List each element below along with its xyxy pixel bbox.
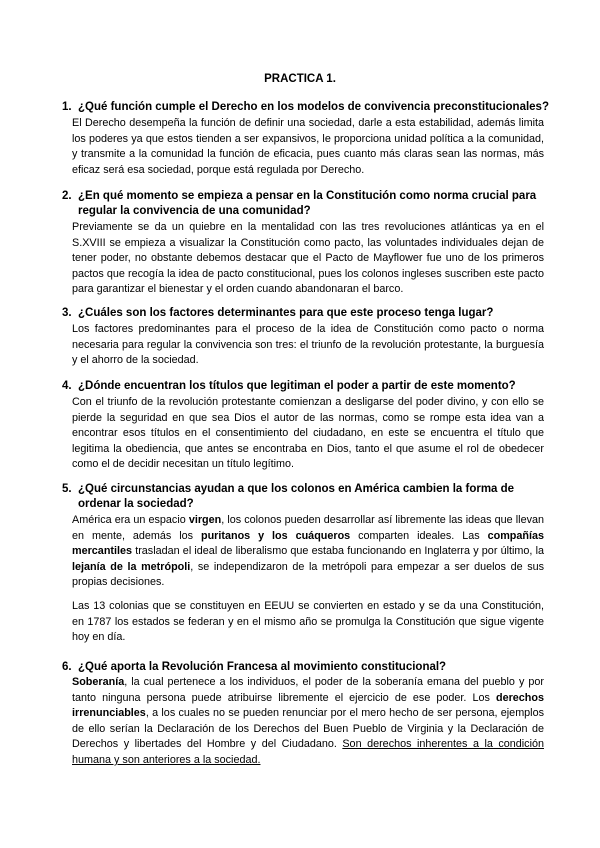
question-1-heading [62, 100, 549, 116]
answer-3 [72, 322, 544, 369]
text-run: , a los cuales no se pueden renunciar por el mero hecho de ser persona, ejemplos de ello serían la Declaración de los Derechos del Buen Pueblo de Virginia y la Declaración de Derechos y libertades del Hombre y del Ciudadano. [72, 707, 544, 751]
question-number: 1. [62, 101, 72, 113]
answer-text: El Derecho desempeña la función de definir una sociedad, darle a esta estabilidad, además limita los poderes ya que estos tienden a ser expansivos, le proporciona unidad política a la comunidad, y transmite a la comunidad la función de eficacia, pues cuanto más claras sean las normas, más eficaz será esa sociedad, porque está regulada por Derecho. [72, 117, 544, 176]
question-number: 6. [62, 661, 72, 673]
question-text: ¿Qué función cumple el Derecho en los modelos de convivencia preconstitucionales? [78, 101, 549, 113]
bold-term: virgen [188, 514, 222, 526]
question-number: 4. [62, 380, 72, 392]
answer-2 [72, 220, 544, 298]
text-run: América era un espacio [72, 514, 189, 526]
answer-text: Los factores predominantes para el proceso de la idea de Constitución como pacto o norma necesaria para regular la convivencia son tres: el triunfo de la revolución protestante, la burguesía y el ahorro de la sociedad. [72, 323, 544, 367]
question-number: 5. [62, 483, 72, 495]
page-title: PRACTICA 1. [264, 73, 336, 85]
question-text: ¿En qué momento se empieza a pensar en la Constitución como norma crucial para [78, 190, 537, 202]
bold-term: Soberanía [72, 676, 125, 688]
answer-text: Las 13 colonias que se constituyen en EEUU se convierten en estado y se da una Constitución, en 1787 los estados se federan y en el mismo año se promulga la Constitución que sigue vigente hoy en día. [72, 600, 544, 644]
text-run: , se independizaron de la metrópoli para empezar a ser duelos de sus propias decisiones. [72, 560, 544, 589]
bold-term: compañías mercantiles [72, 529, 544, 558]
answer-5-paragraph-2 [72, 599, 544, 646]
question-2-heading [62, 189, 536, 205]
bold-term: derechos irrenunciables [72, 691, 544, 720]
question-4-heading [62, 379, 516, 395]
bold-term: lejanía de la metrópoli [72, 560, 191, 573]
question-5-heading-line2: ordenar la sociedad? [78, 498, 194, 510]
question-6-heading [62, 660, 446, 676]
text-run: trasladan el ideal de liberalismo que estaba funcionando en Inglaterra y por último, la [132, 545, 544, 558]
question-number: 3. [62, 307, 72, 319]
text-run: , los colonos pueden desarrollar así libremente las ideas que llevan en mente, además los [72, 514, 544, 542]
question-text: ¿Cuáles son los factores determinantes para que este proceso tenga lugar? [78, 307, 494, 319]
text-run: comparten ideales. Las [350, 529, 488, 542]
question-2-heading-line2: regular la convivencia de una comunidad? [78, 205, 311, 217]
question-5-heading [62, 482, 514, 498]
question-text: ¿Qué circunstancias ayudan a que los colonos en América cambien la forma de [78, 483, 515, 495]
question-text: ¿Dónde encuentran los títulos que legitiman el poder a partir de este momento? [78, 380, 516, 392]
answer-4 [72, 395, 544, 473]
bold-term: puritanos y los cuáqueros [200, 529, 351, 542]
answer-text [72, 675, 544, 769]
answer-6 [72, 675, 544, 769]
answer-text: Con el triunfo de la revolución protestante comienzan a desligarse del poder divino, y con ello se pierde la seguridad en que sea Dios el autor de las normas, como se rompe esta idea van a encontrar esos títulos en el consentimiento del ciudadano, en este se encuentra el título que legitima la obediencia, que antes se encontraba en Dios, tanto el que asume el rol de obedecer como el de decidir necesitan un título legítimo. [72, 396, 544, 471]
answer-text: Previamente se da un quiebre en la mentalidad con las tres revoluciones atlánticas ya en el S.XVIII se empieza a visualizar la Constitución como pacto, las voluntades individuales dejan de tener poder, no obstante debemos destacar que el Pacto de Mayflower fue uno de los primeros pactos que recogía la idea de pacto constitucional, pues los colonos ingleses suscriben este pacto para garantizar el bienestar y el orden cuando abandonaran el barco. [72, 221, 544, 296]
answer-1 [72, 116, 544, 178]
answer-5 [72, 513, 544, 591]
text-run: , la cual pertenece a los individuos, el poder de la soberanía emana del pueblo y por tanto ninguna persona puede atribuirse libremente el ejercicio de ese poder. Los [72, 676, 544, 704]
question-text: ¿Qué aporta la Revolución Francesa al movimiento constitucional? [78, 661, 447, 673]
answer-text [72, 513, 544, 591]
question-3-heading [62, 306, 493, 322]
underlined-text: Son derechos inherentes a la condición humana y son anteriores a la sociedad. [72, 738, 544, 766]
question-number: 2. [62, 190, 72, 202]
